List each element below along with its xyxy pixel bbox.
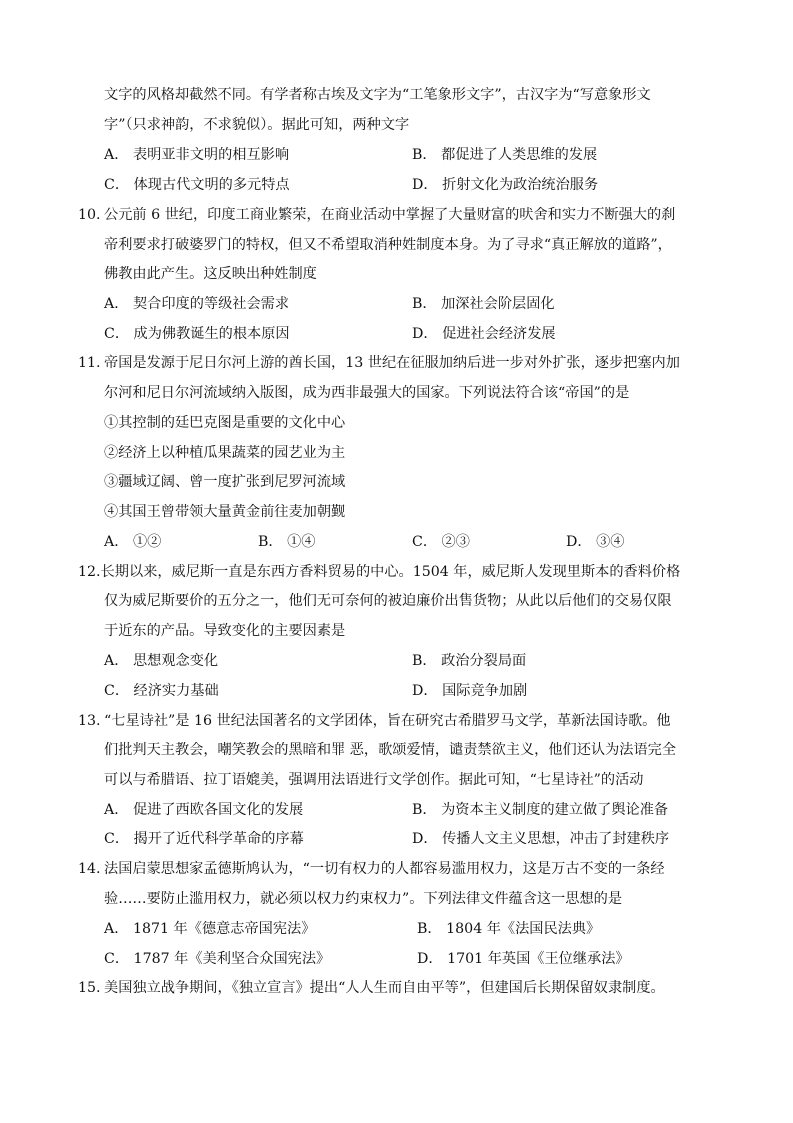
q13-text-line-3: 可以与希腊语、拉丁语媲美，强调用法语进行文学创作。据此可知，“七星诗社”的活动 xyxy=(104,772,644,788)
q13-stem-line xyxy=(0,739,793,761)
q13-options-row xyxy=(0,799,793,821)
q11-text-line-1: 帝国是发源于尼日尔河上游的酋长国，13 世纪在征服加纳后进一步对外扩张，逐步把塞内加 xyxy=(104,355,680,371)
q12-option-d[interactable]: D． 国际竞争加剧 xyxy=(412,683,528,699)
q9-option-c[interactable]: C． 体现古代文明的多元特点 xyxy=(104,177,290,193)
q11-text-line-2: 尔河和尼日尔河流域纳入版图，成为西非最强大的国家。下列说法符合该“帝国”的是 xyxy=(104,385,630,401)
q9-option-a[interactable]: A． 表明亚非文明的相互影响 xyxy=(104,147,290,163)
q9-options-row xyxy=(0,174,793,196)
q13-option-a[interactable]: A． 促进了西欧各国文化的发展 xyxy=(104,802,304,818)
q10-option-b[interactable]: B． 加深社会阶层固化 xyxy=(412,296,555,312)
q14-option-b[interactable]: B． 1804 年《法国民法典》 xyxy=(417,921,601,937)
q12-option-a[interactable]: A． 思想观念变化 xyxy=(104,653,219,669)
q10-option-c[interactable]: C． 成为佛教诞生的根本原因 xyxy=(104,326,290,342)
q10-options-row xyxy=(0,293,793,315)
q12-stem-line xyxy=(0,561,793,583)
q13-options-row xyxy=(0,828,793,850)
q11-option-a[interactable]: A． ①② xyxy=(104,534,162,550)
q12-text-line-1: 12.长期以来，威尼斯一直是东西方香料贸易的中心。1504 年，威尼斯人发现里斯本的香料价格 xyxy=(78,564,681,580)
q11-stem-line xyxy=(0,352,793,374)
q10-number: 10. xyxy=(78,207,101,223)
q15-stem-line xyxy=(0,977,793,999)
q10-text-line-2: 帝利要求打破婆罗门的特权，但又不希望取消种姓制度本身。为了寻求“真正解放的道路”， xyxy=(104,237,672,253)
q14-option-a[interactable]: A． 1871 年《德意志帝国宪法》 xyxy=(104,921,316,937)
q13-stem-line xyxy=(0,710,793,732)
q14-stem-line xyxy=(0,858,793,880)
q11-statement xyxy=(0,471,793,493)
q14-text-line-1: 法国启蒙思想家孟德斯鸠认为，“一切有权力的人都容易滥用权力，这是万古不变的一条经 xyxy=(104,861,665,877)
q13-text-line-1: “七星诗社”是 16 世纪法国著名的文学团体，旨在研究古希腊罗马文学，革新法国诗歌。他 xyxy=(104,713,671,729)
q9-option-b[interactable]: B． 都促进了人类思维的发展 xyxy=(412,147,598,163)
q10-stem-line xyxy=(0,263,793,285)
q14-stem-line xyxy=(0,888,793,910)
q12-options-row xyxy=(0,680,793,702)
q12-options-row xyxy=(0,650,793,672)
q10-text-line-3: 佛教由此产生。这反映出种姓制度 xyxy=(104,266,317,282)
q11-stem-line xyxy=(0,382,793,404)
q10-stem-line xyxy=(0,234,793,256)
q13-stem-line xyxy=(0,769,793,791)
q10-options-row xyxy=(0,323,793,345)
q13-option-d[interactable]: D． 传播人文主义思想，冲击了封建秩序 xyxy=(412,831,670,847)
q11-option-c[interactable]: C． ②③ xyxy=(412,534,470,550)
q9-stem-line xyxy=(0,84,793,106)
q10-option-d[interactable]: D． 促进社会经济发展 xyxy=(412,326,556,342)
q13-text-line-2: 们批判天主教会，嘲笑教会的黑暗和罪 恶，歌颂爱情，谴责禁欲主义，他们还认为法语完全 xyxy=(104,742,677,758)
q11-statement-1: ①其控制的廷巴克图是重要的文化中心 xyxy=(104,415,346,431)
q13-option-c[interactable]: C． 揭开了近代科学革命的序幕 xyxy=(104,831,304,847)
q12-option-b[interactable]: B． 政治分裂局面 xyxy=(412,653,527,669)
q9-text-line-2: 字”（只求神韵，不求貌似）。据此可知，两种文字 xyxy=(104,117,410,133)
q11-statement xyxy=(0,501,793,523)
q10-stem-line xyxy=(0,204,793,226)
q11-statement xyxy=(0,442,793,464)
q9-stem-line xyxy=(0,114,793,136)
q9-text-line-1: 文字的风格却截然不同。有学者称古埃及文字为“工笔象形文字”，古汉字为“写意象形文 xyxy=(104,87,651,103)
q12-option-c[interactable]: C． 经济实力基础 xyxy=(104,683,219,699)
q14-text-line-2: 验……要防止滥用权力，就必须以权力约束权力”。下列法律文件蕴含这一思想的是 xyxy=(104,891,623,907)
q12-text-line-3: 于近东的产品。导致变化的主要因素是 xyxy=(104,623,346,639)
q9-option-d[interactable]: D． 折射文化为政治统治服务 xyxy=(412,177,599,193)
q10-option-a[interactable]: A． 契合印度的等级社会需求 xyxy=(104,296,290,312)
q12-stem-line xyxy=(0,590,793,612)
q13-number: 13. xyxy=(78,713,101,729)
q11-statement-4: ④其国王曾带领大量黄金前往麦加朝觐 xyxy=(104,504,346,520)
q9-options-row xyxy=(0,144,793,166)
q11-options-row xyxy=(0,531,793,553)
q11-statement xyxy=(0,412,793,434)
q15-text-line-1: 美国独立战争期间，《独立宣言》提出“人人生而自由平等”，但建国后长期保留奴隶制度。 xyxy=(104,980,665,996)
q11-option-d[interactable]: D． ③④ xyxy=(566,534,625,550)
q14-options-row xyxy=(0,948,793,970)
q11-statement-3: ③疆域辽阔、曾一度扩张到尼罗河流域 xyxy=(104,474,346,490)
q12-text-line-2: 仅为威尼斯要价的五分之一，他们无可奈何的被迫廉价出售货物；从此以后他们的交易仅限 xyxy=(104,593,672,609)
q10-text-line-1: 公元前 6 世纪，印度工商业繁荣，在商业活动中掌握了大量财富的吠舍和实力不断强大的刹 xyxy=(104,207,676,223)
q14-option-c[interactable]: C． 1787 年《美利坚合众国宪法》 xyxy=(104,951,331,967)
q14-options-row xyxy=(0,918,793,940)
q14-number: 14. xyxy=(78,861,101,877)
q12-stem-line xyxy=(0,620,793,642)
q13-option-b[interactable]: B． 为资本主义制度的建立做了舆论准备 xyxy=(412,802,669,818)
q11-statement-2: ②经济上以种植瓜果蔬菜的园艺业为主 xyxy=(104,445,346,461)
q11-option-b[interactable]: B． ①④ xyxy=(258,534,316,550)
q11-number: 11. xyxy=(78,355,101,371)
q14-option-d[interactable]: D． 1701 年英国《王位继承法》 xyxy=(417,951,630,967)
q15-number: 15. xyxy=(78,980,101,996)
